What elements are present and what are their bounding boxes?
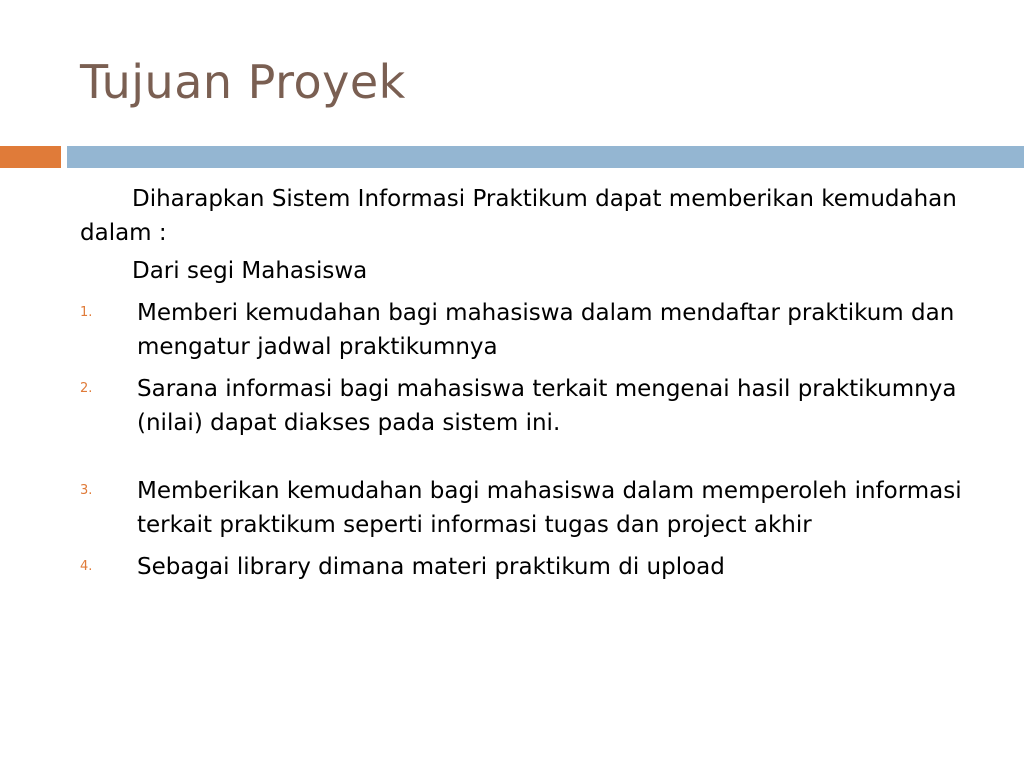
list-item-text: Sarana informasi bagi mahasiswa terkait mengenai hasil praktikumnya (nilai) dapat diakses pada sistem ini.	[137, 376, 957, 436]
accent-bar-orange	[0, 146, 61, 168]
list-item	[80, 372, 980, 440]
slide-title: Tujuan Proyek	[80, 55, 406, 109]
intro-paragraph: Diharapkan Sistem Informasi Praktikum dapat memberikan kemudahan dalam :	[80, 186, 957, 246]
objective-list	[80, 296, 980, 584]
slide-body	[80, 182, 980, 584]
list-item	[80, 550, 980, 584]
list-number: 4.	[80, 559, 93, 574]
list-item-text: Memberikan kemudahan bagi mahasiswa dalam memperoleh informasi terkait praktikum seperti informasi tugas dan project akhir	[137, 478, 962, 538]
list-item-text: Sebagai library dimana materi praktikum di upload	[137, 554, 725, 580]
list-item	[80, 474, 980, 542]
list-number: 2.	[80, 381, 93, 396]
list-item-text: Memberi kemudahan bagi mahasiswa dalam mendaftar praktikum dan mengatur jadwal praktikumnya	[137, 300, 955, 360]
list-number: 1.	[80, 305, 93, 320]
list-number: 3.	[80, 483, 93, 498]
accent-bar-blue	[67, 146, 1024, 168]
subheading: Dari segi Mahasiswa	[132, 258, 368, 284]
list-item	[80, 296, 980, 364]
